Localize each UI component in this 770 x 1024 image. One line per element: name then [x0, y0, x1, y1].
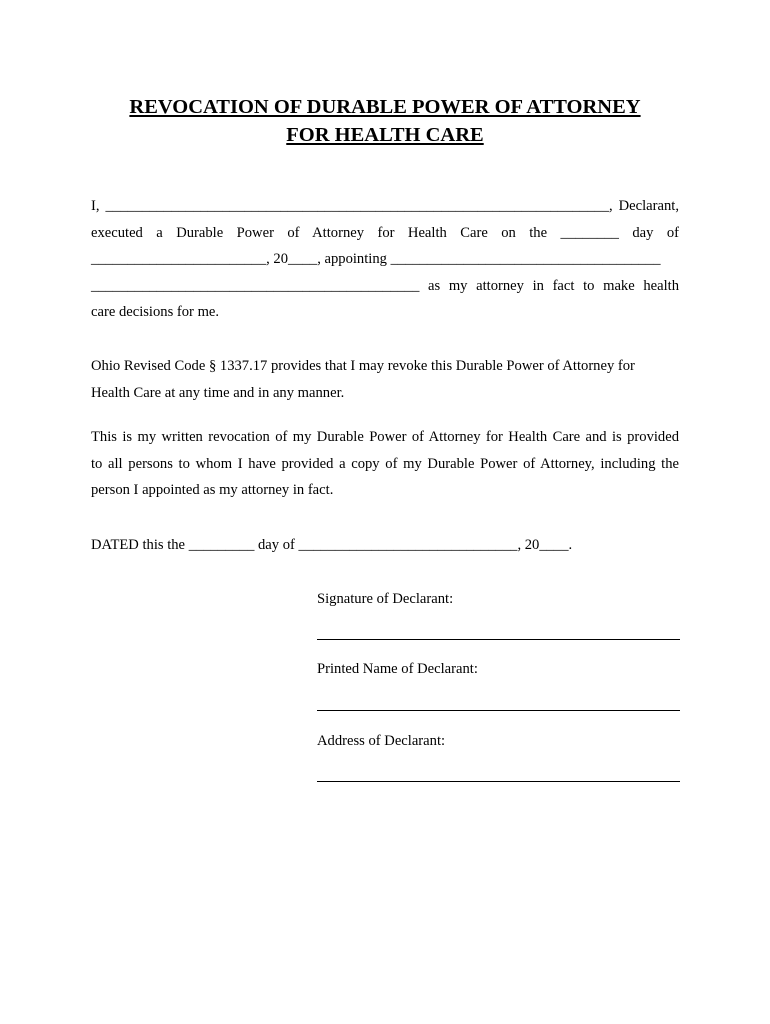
title-line-2: FOR HEALTH CARE — [286, 124, 484, 146]
printed-name-label: Printed Name of Declarant: — [317, 661, 478, 677]
printed-name-line[interactable] — [317, 710, 680, 711]
dated-text: DATED this the _________ day of ______________________________, 20____. — [91, 537, 573, 553]
revocation-line-2: to all persons to whom I have provided a copy of my Durable Power of Attorney, including the — [91, 455, 679, 472]
declaration-paragraph — [91, 193, 679, 326]
address-line[interactable] — [317, 781, 680, 782]
declaration-line-5: care decisions for me. — [91, 304, 220, 320]
revocation-paragraph — [91, 424, 679, 504]
dated-line — [91, 532, 679, 559]
revocation-line-3: person I appointed as my attorney in fact. — [91, 482, 334, 498]
statute-paragraph — [91, 353, 679, 406]
title-line-1: REVOCATION OF DURABLE POWER OF ATTORNEY — [129, 96, 641, 118]
declaration-line-3: ________________________, 20____, appointing _____________________________________ — [91, 251, 661, 267]
revocation-line-1: This is my written revocation of my Durable Power of Attorney for Health Care and is provided — [91, 429, 679, 445]
statute-line-2: Health Care at any time and in any manner. — [91, 384, 345, 401]
document-title — [0, 93, 770, 149]
signature-line[interactable] — [317, 639, 680, 640]
statute-line-1: Ohio Revised Code § 1337.17 provides that I may revoke this Durable Power of Attorney for — [91, 358, 635, 374]
address-label: Address of Declarant: — [317, 733, 446, 749]
signature-label: Signature of Declarant: — [317, 591, 454, 607]
declaration-line-2: executed a Durable Power of Attorney for Health Care on the ________ day of — [91, 224, 679, 241]
declaration-line-4: _____________________________________________ as my attorney in fact to make health — [91, 277, 679, 294]
declaration-line-1: I, _____________________________________________________________________, Declarant, — [91, 198, 679, 214]
